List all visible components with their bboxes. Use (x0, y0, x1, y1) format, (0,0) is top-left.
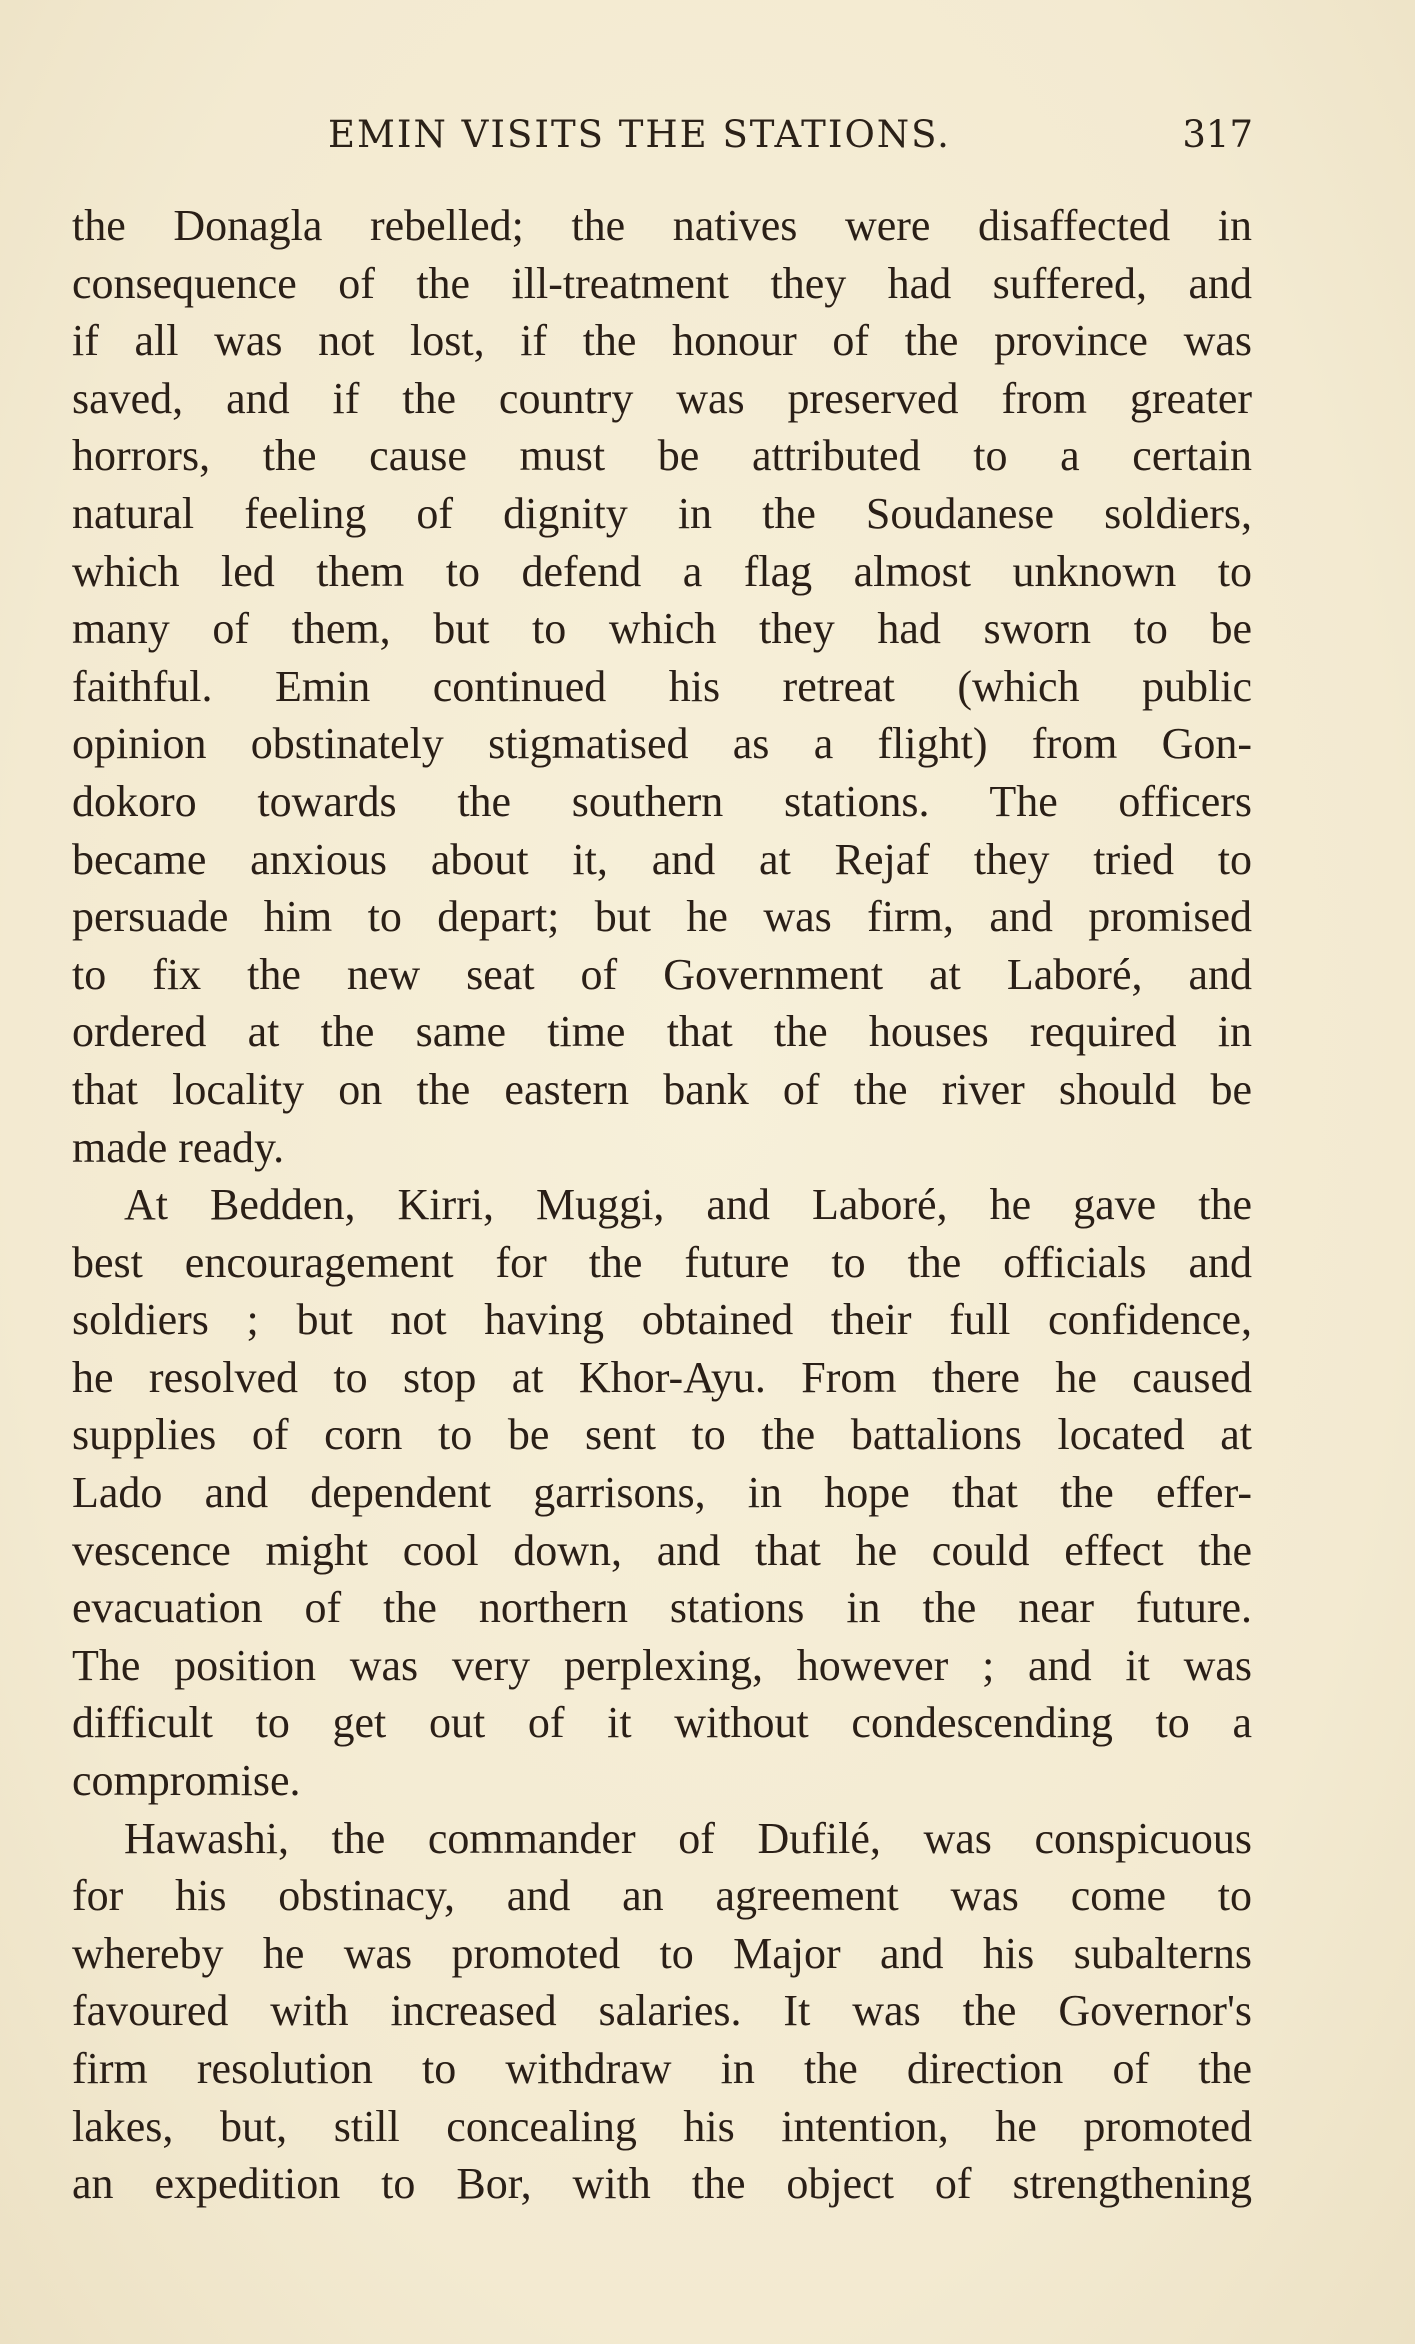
text-line: that locality on the eastern bank of the river should be (72, 1064, 1252, 1114)
text-line: to fix the new seat of Government at Laboré, and (72, 949, 1252, 999)
text-line: difficult to get out of it without condescending to a (72, 1698, 1252, 1748)
page-number: 317 (1182, 113, 1253, 156)
text-line: Lado and dependent garrisons, in hope that the effer- (72, 1468, 1252, 1518)
text-line: evacuation of the northern stations in the near future. (72, 1583, 1252, 1633)
text-line: horrors, the cause must be attributed to a certain (72, 431, 1252, 481)
text-line: faithful. Emin continued his retreat (which public (72, 661, 1252, 711)
running-head (0, 108, 1415, 168)
text-line: saved, and if the country was preserved from greater (72, 373, 1252, 423)
text-line: The position was very perplexing, however ; and it was (72, 1640, 1252, 1690)
text-line: vescence might cool down, and that he could effect the (72, 1525, 1252, 1575)
text-line: natural feeling of dignity in the Soudanese soldiers, (72, 488, 1252, 538)
text-line: best encouragement for the future to the officials and (72, 1237, 1252, 1287)
text-line: ordered at the same time that the houses required in (72, 1007, 1252, 1057)
text-line: consequence of the ill-treatment they had suffered, and (72, 258, 1252, 308)
text-line: if all was not lost, if the honour of the province was (72, 316, 1252, 366)
text-line: compromise. (72, 1756, 301, 1806)
text-line: the Donagla rebelled; the natives were disaffected in (72, 201, 1252, 250)
text-line: firm resolution to withdraw in the direction of the (72, 2044, 1252, 2093)
text-line: soldiers ; but not having obtained their full confidence, (72, 1295, 1252, 1345)
text-line: At Bedden, Kirri, Muggi, and Laboré, he gave the (124, 1180, 1252, 1230)
text-line: opinion obstinately stigmatised as a flight) from Gon- (72, 719, 1252, 769)
text-line: Hawashi, the commander of Dufilé, was conspicuous (124, 1813, 1252, 1863)
text-line: persuade him to depart; but he was firm, and promised (72, 892, 1252, 942)
text-line: favoured with increased salaries. It was the Governor's (72, 1986, 1252, 2036)
text-line: supplies of corn to be sent to the battalions located at (72, 1410, 1252, 1460)
text-line: he resolved to stop at Khor-Ayu. From there he caused (72, 1352, 1252, 1402)
text-line: lakes, but, still concealing his intention, he promoted (72, 2101, 1252, 2151)
text-line: dokoro towards the southern stations. The officers (72, 776, 1252, 826)
text-line: many of them, but to which they had sworn to be (72, 604, 1252, 654)
running-title: EMIN VISITS THE STATIONS. (328, 113, 951, 156)
text-line: whereby he was promoted to Major and his subalterns (72, 1928, 1252, 1978)
text-line: made ready. (72, 1122, 285, 1172)
text-line: which led them to defend a flag almost unknown to (72, 546, 1252, 596)
body-text (72, 197, 1252, 2213)
text-line: became anxious about it, and at Rejaf they tried to (72, 834, 1252, 884)
text-line: an expedition to Bor, with the object of strengthening (72, 2159, 1252, 2209)
text-line: for his obstinacy, and an agreement was come to (72, 1871, 1252, 1921)
